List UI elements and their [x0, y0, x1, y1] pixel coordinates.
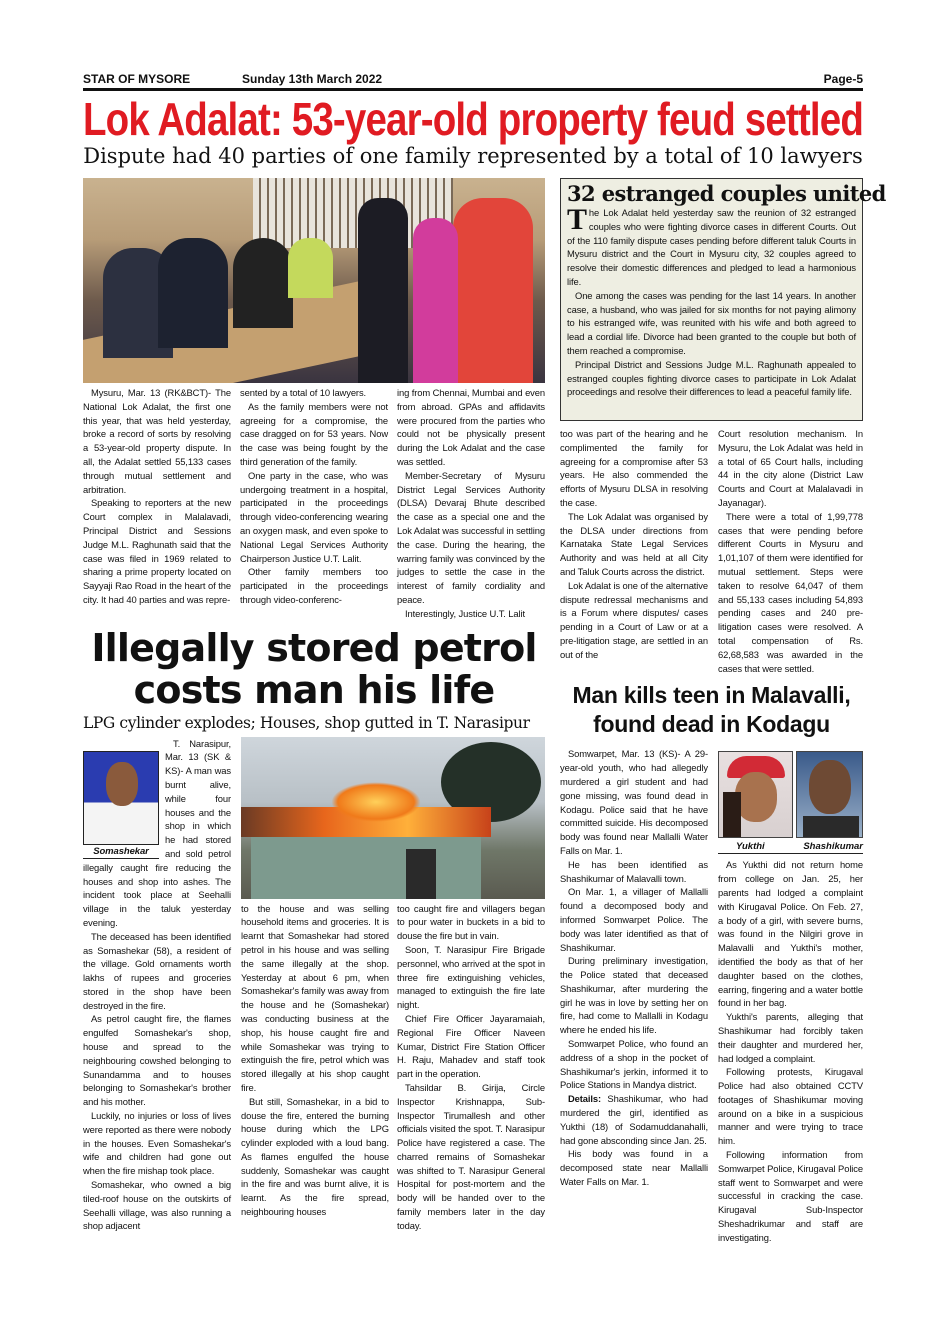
petrol-column-3 — [397, 902, 545, 1233]
malavalli-headline — [560, 681, 863, 739]
sidebar-box-couples — [560, 178, 886, 421]
paragraph: Yukthi's parents, alleging that Shashikumar had forcibly taken their daughter and murdered her, had lodged a complaint. — [718, 1011, 863, 1064]
malavalli-body — [560, 747, 863, 1244]
paragraph: He has been identified as Shashikumar of Malavalli town. — [560, 858, 708, 884]
shashikumar-photo — [796, 751, 863, 838]
lok-columns-left — [83, 386, 545, 621]
petrol-right-area — [241, 737, 545, 1233]
malavalli-right-area — [718, 747, 863, 1244]
issue-date: Sunday 13th March 2022 — [242, 72, 383, 86]
lok-column-5 — [718, 427, 863, 675]
paragraph: Luckily, no injuries or loss of lives were reported as there were nobody in the houses. Even Somashekar's wife and children had gone out when the fire mishap took place. — [83, 1110, 231, 1177]
caption-shashikumar: Shashikumar — [803, 841, 863, 853]
paragraph: sented by a total of 10 lawyers. — [240, 387, 367, 398]
lok-column-2 — [240, 386, 388, 607]
paragraph: Lok Adalat is one of the alternative dispute redressal mechanisms and is a Forum where disputes/ cases pending in a Court of Law or at a pre-litigation stage, are settled in an out of the — [560, 579, 708, 660]
drop-cap: T — [567, 203, 587, 236]
paragraph: There were a total of 1,99,778 cases that were pending before different Courts in Mysuru and 1,01,107 of them were identified for mutual settlement. Steps were taken to resolve 64,047 of them and 55,133 cases including 54,893 pending cases and 240 pre-litigation cases were resolved. A total compensation of Rs. 62,68,583 was awarded in the cases that were settled. — [718, 510, 863, 674]
paragraph: One party in the case, who was undergoing treatment in a hospital, participated in the proceedings through video-conferencing wearing an oxygen mask, and even spoke to National Legal Services Authority Chairperson Justice U.T. Lalit. — [240, 469, 388, 564]
paragraph: The deceased has been identified as Somashekar (58), a resident of the village. Gold ornaments worth lakhs of rupees and groceries stored in the shop have been destroyed in the fire. — [83, 930, 231, 1011]
petrol-headline-line2: costs man his life — [133, 667, 495, 712]
lok-columns-right — [560, 427, 863, 675]
paragraph: Somwarpet, Mar. 13 (KS)- A 29-year-old youth, who had allegedly murdered a girl student and had gone missing, was found dead in Kodagu. Police said that he have committed suicide. His decomposed body was found near Mallalli Water Falls on Mar. 1. — [560, 748, 708, 856]
paragraph: Somwarpet Police, who found an address of a shop in the pocket of Shashikumar's jerkin, informed it to Police Stations in Mandya district. — [560, 1038, 708, 1091]
paragraph: ing from Chennai, Mumbai and even from abroad. GPAs and affidavits were procured from the parties who could not be physically present during the Lok Adalat and the case was settled. — [397, 387, 545, 467]
petrol-headline — [83, 627, 545, 711]
paragraph: As petrol caught fire, the flames engulfed Somashekar's shop, house and spread to the neighbouring cowshed belonging to Sunandamma and to houses belonging to Somashekar's brother and his mother. — [83, 1013, 231, 1108]
paragraph: Following protests, Kirugaval Police had also obtained CCTV footages of Shashikumar moving around on a bike in a suspicious manner and were trying to trace him. — [718, 1066, 863, 1147]
malavalli-column-4 — [560, 747, 708, 1189]
somashekar-photo-block — [83, 751, 159, 859]
main-headline-text: Lok Adalat: 53-year-old property feud settled — [83, 93, 863, 145]
malavalli-photos — [718, 751, 863, 838]
lok-adalat-photo — [83, 178, 545, 383]
malavalli-headline-line2: found dead in Kodagu — [593, 711, 830, 738]
lok-column-3 — [397, 386, 545, 621]
petrol-body — [83, 737, 545, 1234]
yukthi-photo — [718, 751, 793, 838]
paragraph: Details: Shashikumar, who had murdered the girl, identified as Yukthi (18) of Sodamuddanahalli, had gone absconding since Jan. 25. — [560, 1093, 708, 1146]
paragraph: Mysuru, Mar. 13 (RK&BCT)- The National Lok Adalat, the first one this year, that was held yesterday, broke a record of sorts by resolving a 53-year-old property dispute. In all, the Adalat settled 55,133 cases through mutual settlement and arbitration. — [83, 387, 231, 495]
newspaper-name: STAR OF MYSORE — [83, 72, 191, 86]
paragraph: Following information from Somwarpet Police, Kirugaval Police staff went to Somwarpet and were successful in cracking the case. Kirugaval Sub-Inspector Sheshadrikumar and staff are investigating. — [718, 1149, 863, 1243]
petrol-subheadline: LPG cylinder explodes; Houses, shop gutted in T. Narasipur — [83, 713, 530, 732]
right-stack — [560, 178, 886, 1245]
petrol-headline-line1: Illegally stored petrol — [91, 625, 537, 670]
box-title: 32 estranged couples united — [567, 181, 886, 206]
somashekar-photo — [83, 751, 159, 845]
paragraph: But still, Somashekar, in a bid to douse the fire, entered the burning house during which the LPG cylinder exploded with a loud bang. As flames engulfed the house suddenly, Somashekar was caught in the fire and was burnt alive, it is learnt. As the fire spread, neighbouring houses — [241, 1095, 389, 1218]
lok-column-1 — [83, 386, 231, 607]
paragraph: T. Narasipur, Mar. 13 (SK & KS)- A man was burnt alive, while four houses and the shop in which he had stored and sold petrol illegally caught fire reducing the houses and shop into ashes. The incident took place at Seehalli village in the taluk yesterday evening. — [83, 737, 231, 928]
paragraph: Somashekar, who owned a big tiled-roof house on the outskirts of Seehalli village, was also running a shop adjacent — [83, 1179, 231, 1232]
paragraph: too caught fire and villagers began to pour water in buckets in a bid to douse the fire but in vain. — [397, 902, 545, 942]
paragraph: Soon, T. Narasipur Fire Brigade personnel, who arrived at the spot in three fire extinguishing vehicles, managed to extinguish the fire late night. — [397, 943, 545, 1011]
lok-column-4 — [560, 427, 708, 662]
page-body — [83, 178, 886, 1245]
main-headline — [83, 92, 863, 145]
house-fire-photo — [241, 737, 545, 899]
paragraph: Interestingly, Justice U.T. Lalit — [405, 607, 526, 619]
details-label: Details: — [568, 1093, 602, 1105]
box-paragraph: One among the cases was pending for the last 14 years. In another case, a husband, who was jailed for six months for not paying alimony to his estranged wife, was reunited with his wife and both agreed to lead a cordial life. Divorce had been granted to the couple but both of them reached a compromise. — [567, 289, 856, 356]
paragraph: Chief Fire Officer Jayaramaiah, Regional Fire Officer Naveen Kumar, District Fire Station Officer H. Raju, Mahadev and staff took part in the operation. — [397, 1012, 545, 1080]
paragraph: too was part of the hearing and he complimented the family for agreeing for a compromise after 53 years. He also commended the efforts of Mysuru DLSA in resolving the case. — [560, 428, 708, 508]
paragraph: Member-Secretary of Mysuru District Legal Services Authority (DLSA) Devaraj Bhute described the case as a special one and the Lok Adalat was successful in settling the case. During the hearing, the warring family was convinced by the judges to settle the case in the interest of family cordiality and peace. — [397, 469, 545, 605]
petrol-column-2 — [241, 902, 389, 1219]
paragraph: His body was found in a decomposed state near Mallalli Water Falls on Mar. 1. — [560, 1148, 708, 1188]
masthead-rule — [83, 88, 863, 91]
petrol-column-1 — [83, 737, 231, 1234]
paragraph: Court resolution mechanism. In Mysuru, the Lok Adalat was held in a total of 65 Court halls, including 44 in the city alone (District Law Courts and Court at Malalavadi in Jayanagar). — [718, 428, 863, 508]
petrol-columns-right — [241, 902, 545, 1233]
photo-caption: Somashekar — [83, 845, 159, 859]
paragraph: During preliminary investigation, the Police stated that deceased Shashikumar, after murdering the girl he was in love by setting her on fire, had come to Mallalli in Kodagu where he ended his life. — [560, 955, 708, 1036]
left-stack — [83, 178, 545, 1233]
malavalli-column-5 — [718, 858, 863, 1244]
paragraph: Speaking to reporters at the new Court complex in Malalavadi, Principal District and Sessions Judge M.L. Raghunath said that the case was filed in 1969 related to sharing a prime property located on Sayyaji Rao Road in the heart of the city. It had 40 parties and was repre- — [83, 497, 231, 605]
box-paragraph: The Lok Adalat held yesterday saw the reunion of 32 estranged couples who were fighting divorce cases in different Courts. Out of the 110 family dispute cases pending before different taluk Courts in Mysuru district and the Court in Mysuru city, 32 couples agreed to resolve their domestic differences and pledged to lead a harmonious life. — [567, 203, 856, 287]
paragraph: As Yukthi did not return home from college on Jan. 25, her parents had lodged a complaint with Kirugaval Police. On Feb. 27, a body of a girl, with severe burns, was found in the Nilgiri grove in Malavalli and Yukthi's mother, identified the body as that of her daughter based on the clothes, earring, fingering and a water bottle found in her bag. — [718, 859, 863, 1009]
paragraph: Other family members too participated in the proceedings through video-conferenc- — [240, 566, 388, 605]
paragraph: As the family members were not agreeing for a compromise, the case dragged on for 53 years. Now the case was being fought by the third generation of the family. — [240, 400, 388, 467]
page-number: Page-5 — [823, 72, 863, 86]
malavalli-headline-line1: Man kills teen in Malavalli, — [572, 682, 851, 709]
paragraph: Tahsildar B. Girija, Circle Inspector Krishnappa, Sub-Inspector Tirumallesh and other officials visited the spot. T. Narasipur Police have registered a case. The charred remains of Somashekar was shifted to T. Narasipur General Hospital for post-mortem and the body will be handed over to the family members later in the day today. — [397, 1081, 545, 1231]
photo-captions — [718, 840, 863, 854]
paragraph: to the house and was selling household items and groceries. It is learnt that Somashekar had stored petrol in his house and was selling the same illegally at the shop. Yesterday at about 6 pm, when Somashekar's family was away from the house and he (Somashekar) was conducting business at the shop, his house caught fire and while Somashekar was trying to extinguish the fire, petrol which was stored illegally at his shop caught fire. — [241, 902, 390, 1093]
main-subheadline: Dispute had 40 parties of one family represented by a total of 10 lawyers — [83, 144, 863, 168]
box-paragraph: Principal District and Sessions Judge M.L. Raghunath appealed to estranged couples fighting divorce cases to participate in Lok Adalat proceedings and resolve their differences to lead a peaceful family life. — [567, 358, 856, 398]
paragraph: On Mar. 1, a villager of Mallalli found a decomposed body and informed Somwarpet Police. The body was later identified as that of Shashikumar. — [560, 886, 708, 953]
caption-yukthi: Yukthi — [736, 841, 765, 853]
paragraph: The Lok Adalat was organised by the DLSA under directions from Karnataka State Legal Services Authority and was held at all City and Taluk Courts across the district. — [560, 510, 708, 577]
